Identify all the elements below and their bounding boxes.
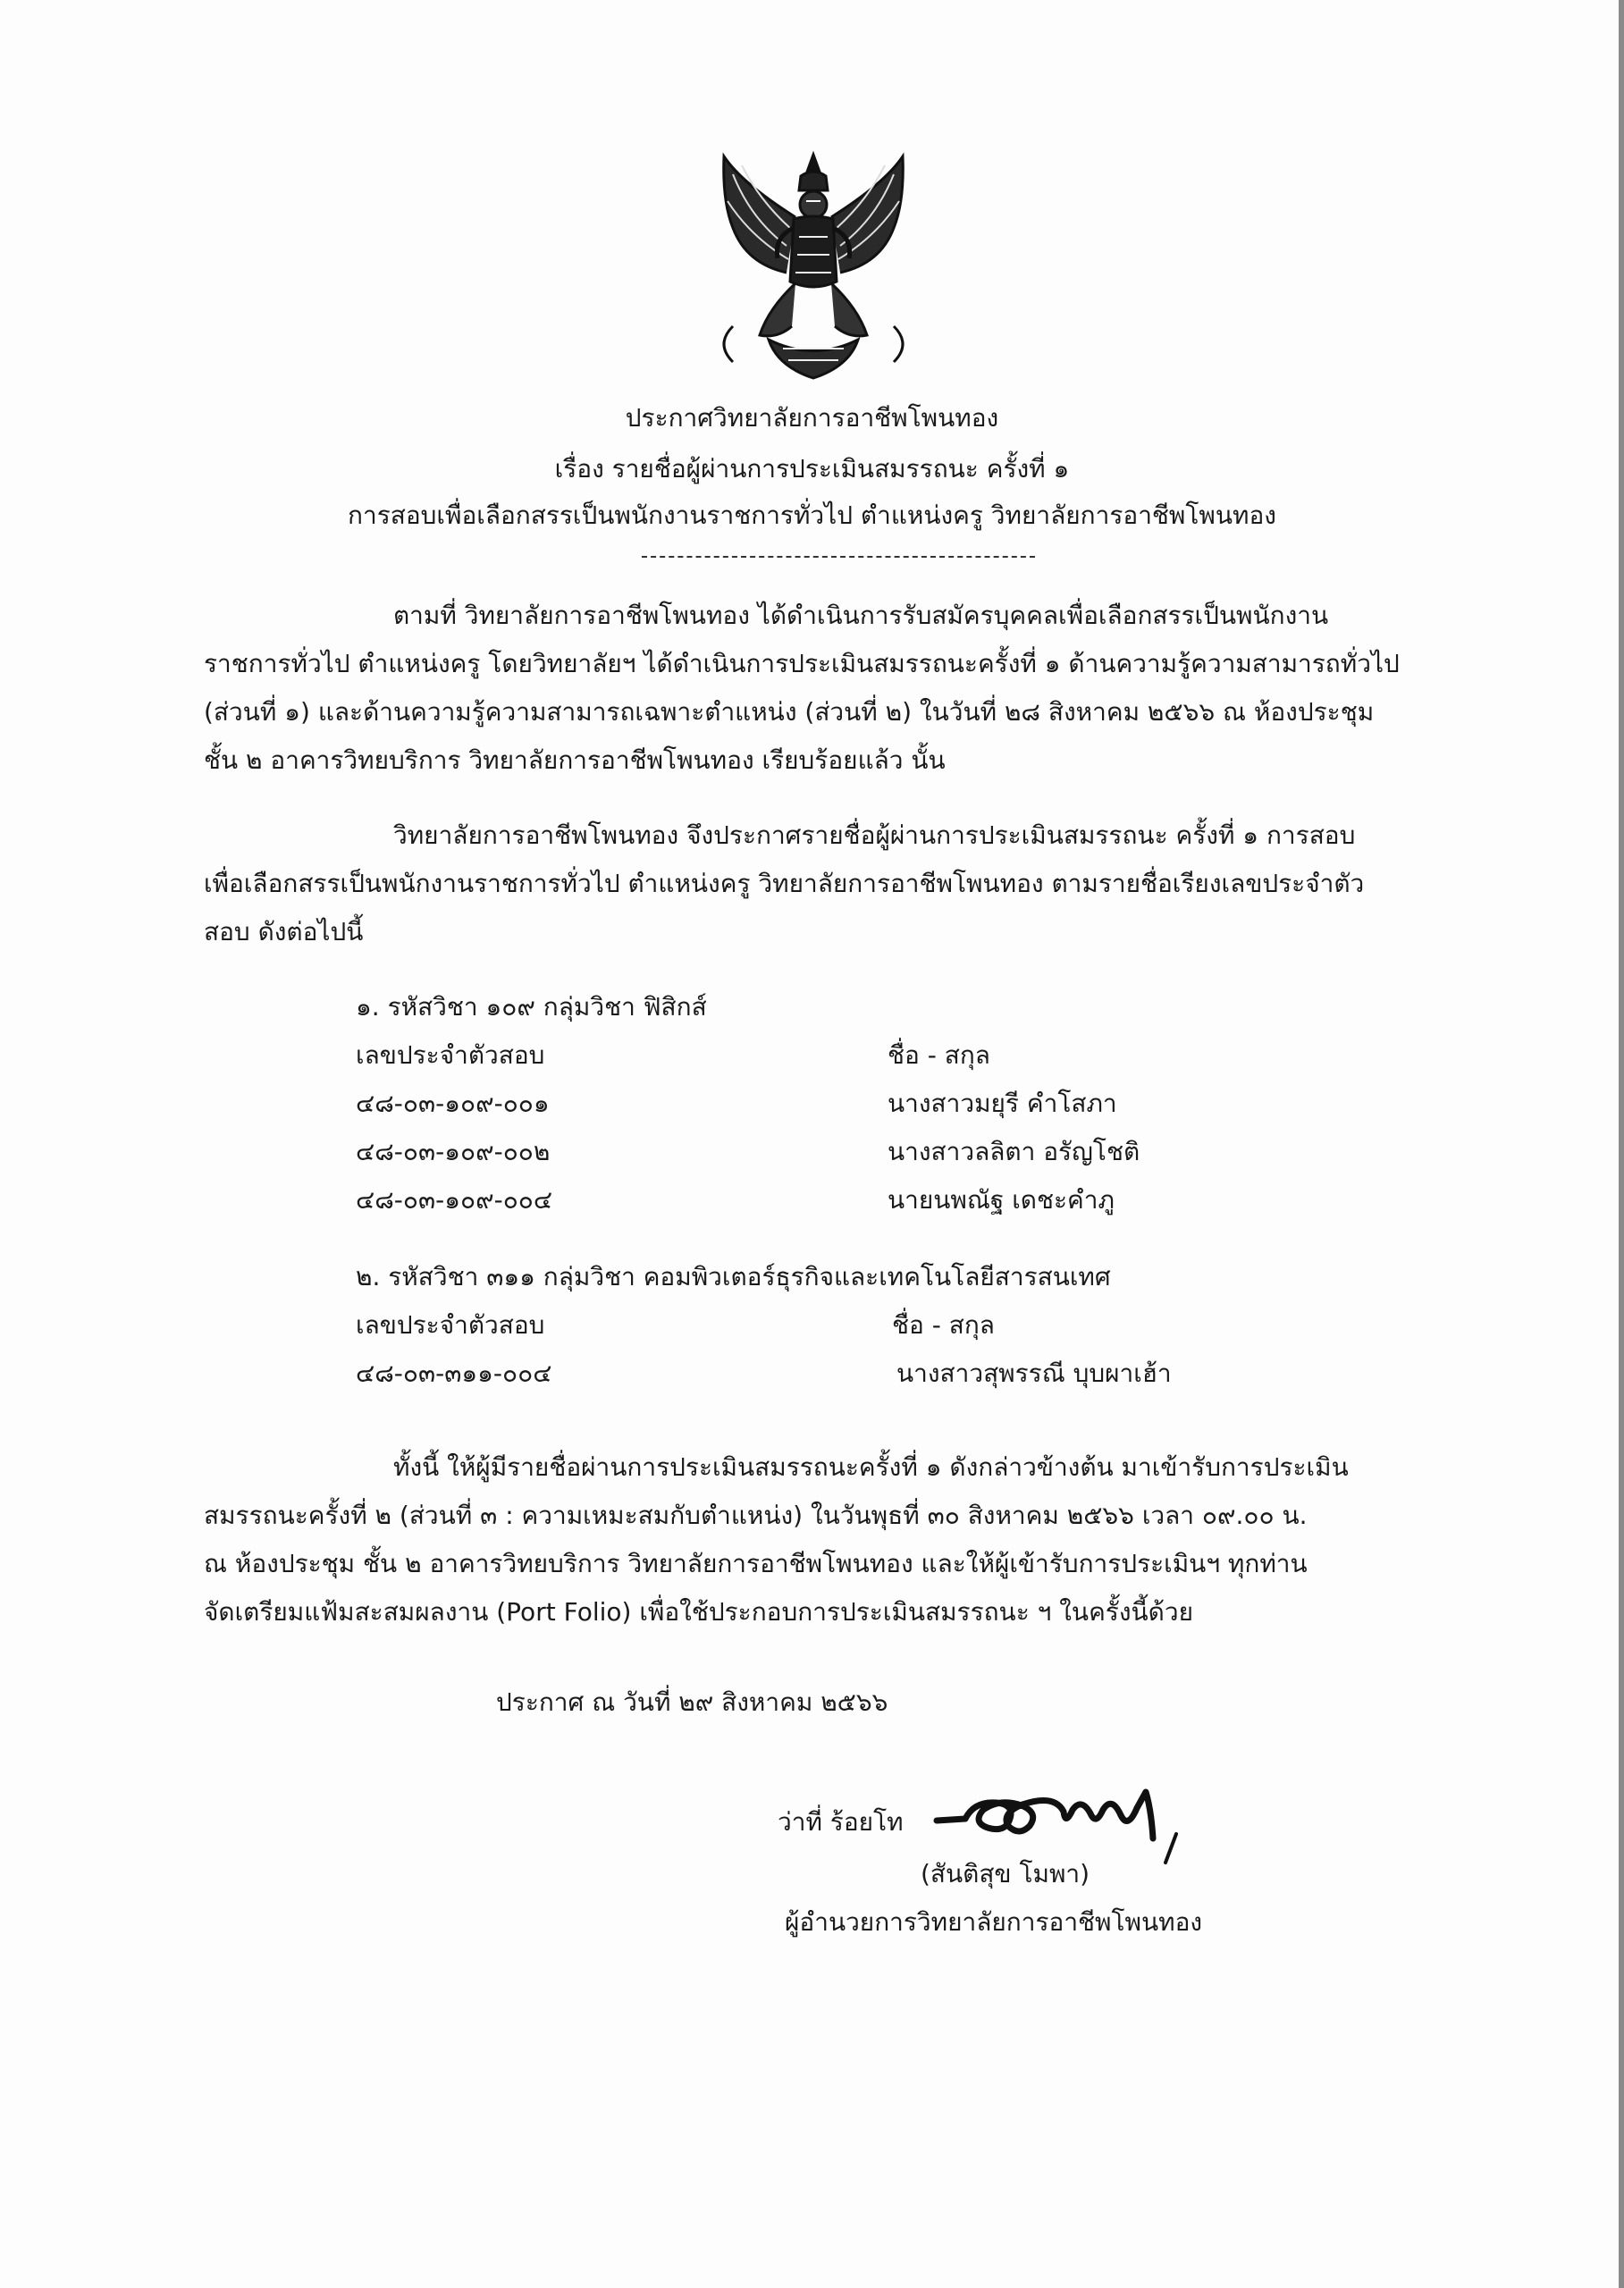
exam-id: ๔๘-๐๓-๑๐๙-๐๐๑ xyxy=(356,1089,550,1118)
table-row xyxy=(356,1176,1115,1224)
announcement-paragraph xyxy=(204,812,1473,956)
column-header-name: ชื่อ - สกุล xyxy=(892,1310,995,1340)
column-header-id: เลขประจำตัวสอบ xyxy=(356,1040,545,1070)
handwritten-signature xyxy=(930,1774,1198,1859)
table-header-row xyxy=(356,1031,990,1080)
garuda-emblem-icon xyxy=(706,147,921,384)
intro-line: (ส่วนที่ ๑) และด้านความรู้ความสามารถเฉพาะตำแหน่ง (ส่วนที่ ๒) ในวันที่ ๒๘ สิงหาคม ๒๕๖๖ ณ ห้องประชุม xyxy=(204,697,1375,727)
title-divider xyxy=(642,556,1035,558)
announcement-line: สอบ ดังต่อไปนี้ xyxy=(204,917,364,946)
table-row xyxy=(356,1350,1172,1398)
candidate-name: นายนพณัฐ เดชะคำภู xyxy=(888,1185,1115,1215)
closing-line: สมรรถนะครั้งที่ ๒ (ส่วนที่ ๓ : ความเหมะสมกับตำแหน่ง) ในวันพุธที่ ๓๐ สิงหาคม ๒๕๖๖ เวลา ๐๙.๐๐ น. xyxy=(204,1501,1308,1530)
group-title: ๒. รหัสวิชา ๓๑๑ กลุ่มวิชา คอมพิวเตอร์ธุรกิจและเทคโนโลยีสารสนเทศ xyxy=(356,1262,1111,1291)
signatory-name: (สันติสุข โมพา) xyxy=(921,1859,1090,1888)
group-title: ๑. รหัสวิชา ๑๐๙ กลุ่มวิชา ฟิสิกส์ xyxy=(356,992,707,1022)
exam-id: ๔๘-๐๓-๓๑๑-๐๐๔ xyxy=(356,1358,552,1388)
intro-line: ชั้น ๒ อาคารวิทยบริการ วิทยาลัยการอาชีพโพนทอง เรียบร้อยแล้ว นั้น xyxy=(204,745,946,775)
candidate-name: นางสาวลลิตา อรัญโชติ xyxy=(888,1137,1140,1166)
closing-paragraph xyxy=(204,1443,1473,1636)
announcement-title: ประกาศวิทยาลัยการอาชีพโพนทอง xyxy=(625,403,999,433)
closing-line: ณ ห้องประชุม ชั้น ๒ อาคารวิทยบริการ วิทยาลัยการอาชีพโพนทอง และให้ผู้เข้ารับการประเมินฯ ทุกท่าน xyxy=(204,1549,1308,1578)
announcement-subtitle: การสอบเพื่อเลือกสรรเป็นพนักงานราชการทั่วไป ตำแหน่งครู วิทยาลัยการอาชีพโพนทอง xyxy=(348,500,1276,530)
intro-line: ราชการทั่วไป ตำแหน่งครู โดยวิทยาลัยฯ ได้ดำเนินการประเมินสมรรถนะครั้งที่ ๑ ด้านความรู้ความสามารถทั่วไป xyxy=(204,649,1400,678)
intro-paragraph xyxy=(204,592,1473,785)
closing-line: ทั้งนี้ ให้ผู้มีรายชื่อผ่านการประเมินสมรรถนะครั้งที่ ๑ ดังกล่าวข้างต้น มาเข้ารับการประเมิน xyxy=(393,1452,1349,1482)
signatory-rank: ว่าที่ ร้อยโท xyxy=(778,1807,904,1837)
signatory-position: ผู้อำนวยการวิทยาลัยการอาชีพโพนทอง xyxy=(785,1907,1203,1937)
candidate-name: นางสาวมยุรี คำโสภา xyxy=(888,1089,1117,1118)
exam-id: ๔๘-๐๓-๑๐๙-๐๐๔ xyxy=(356,1185,553,1215)
candidate-name: นางสาวสุพรรณี บุบผาเฮ้า xyxy=(896,1358,1172,1388)
date-line: ประกาศ ณ วันที่ ๒๙ สิงหาคม ๒๕๖๖ xyxy=(496,1687,888,1717)
table-row xyxy=(356,1080,1117,1128)
exam-id: ๔๘-๐๓-๑๐๙-๐๐๒ xyxy=(356,1137,551,1166)
announcement-line: วิทยาลัยการอาชีพโพนทอง จึงประกาศรายชื่อผู้ผ่านการประเมินสมรรถนะ ครั้งที่ ๑ การสอบ xyxy=(393,820,1356,850)
announcement-line: เพื่อเลือกสรรเป็นพนักงานราชการทั่วไป ตำแหน่งครู วิทยาลัยการอาชีพโพนทอง ตามรายชื่อเรียงเลขประจำตัว xyxy=(204,869,1365,898)
closing-line: จัดเตรียมแฟ้มสะสมผลงาน (Port Folio) เพื่อใช้ประกอบการประเมินสมรรถนะ ฯ ในครั้งนี้ด้วย xyxy=(204,1597,1193,1627)
announcement-subject: เรื่อง รายชื่อผู้ผ่านการประเมินสมรรถนะ ครั้งที่ ๑ xyxy=(554,454,1070,484)
column-header-name: ชื่อ - สกุล xyxy=(888,1040,990,1070)
table-header-row xyxy=(356,1301,995,1350)
table-row xyxy=(356,1128,1140,1176)
signature-mark xyxy=(1162,1830,1180,1866)
column-header-id: เลขประจำตัวสอบ xyxy=(356,1310,545,1340)
intro-line: ตามที่ วิทยาลัยการอาชีพโพนทอง ได้ดำเนินการรับสมัครบุคคลเพื่อเลือกสรรเป็นพนักงาน xyxy=(393,601,1329,630)
scan-edge xyxy=(1619,0,1624,2288)
